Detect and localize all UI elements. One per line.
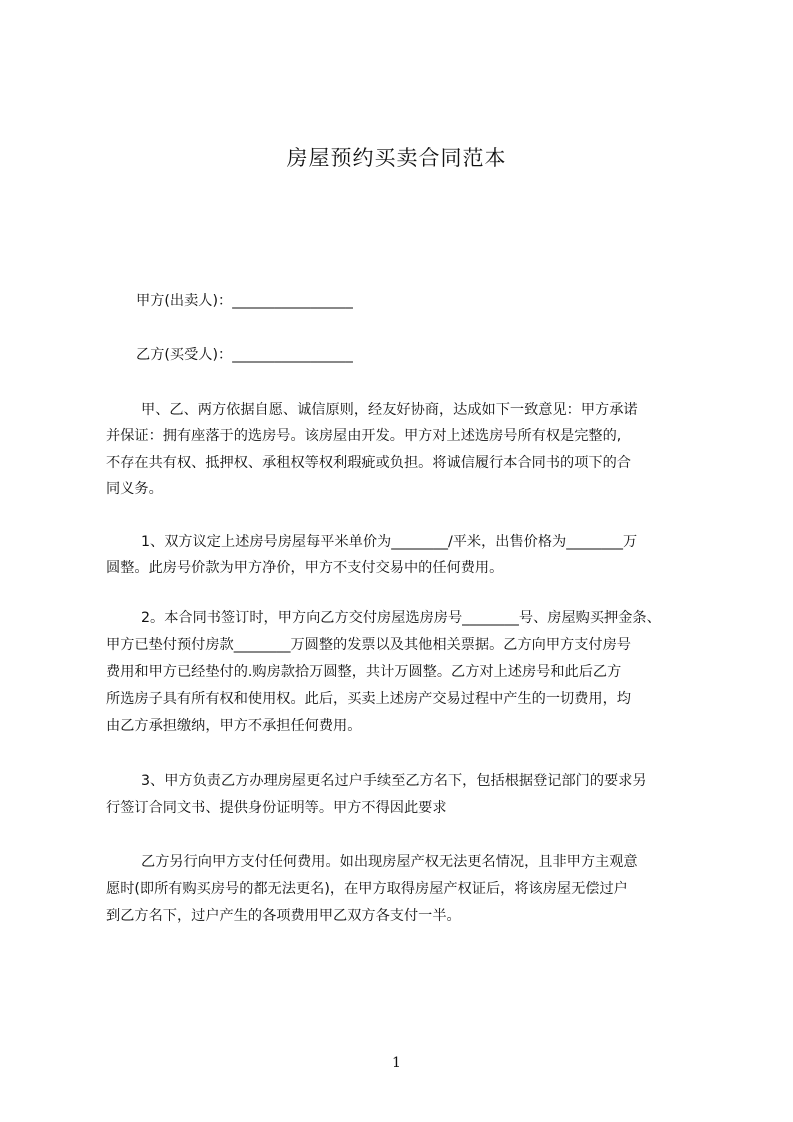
paragraph-line: 同义务。 xyxy=(106,481,163,497)
paragraph-line: 由乙方承担缴纳，甲方不承担任何费用。 xyxy=(106,718,362,734)
paragraph-line: 不存在共有权、抵押权、承租权等权利瑕疵或负担。将诚信履行本合同书的项下的合 xyxy=(106,455,631,471)
paragraph-line: 愿时(即所有购买房号的都无法更名)，在甲方取得房屋产权证后，将该房屋无偿过户 xyxy=(106,881,628,897)
paragraph-line: 圆整。此房号价款为甲方净价，甲方不支付交易中的任何费用。 xyxy=(106,560,504,576)
document-title: 房屋预约买卖合同范本 xyxy=(286,146,507,170)
paragraph-line: 甲方已垫付预付房款________万圆整的发票以及其他相关票据。乙方向甲方支付房号 xyxy=(106,637,631,653)
paragraph-line: 2。本合同书签订时，甲方向乙方交付房屋选房房号________号、房屋购买押金条、 xyxy=(141,610,661,626)
paragraph-line: 行签订合同文书、提供身份证明等。甲方不得因此要求 xyxy=(106,800,447,816)
paragraph-line: 甲、乙、两方依据自愿、诚信原则，经友好协商，达成如下一致意见：甲方承诺 xyxy=(141,402,638,418)
paragraph-line: 并保证：拥有座落于的选房号。该房屋由开发。甲方对上述选房号所有权是完整的, xyxy=(106,428,622,444)
party-b-line: 乙方(买受人)：_________________ xyxy=(136,347,353,363)
page-number: 1 xyxy=(392,1055,401,1071)
paragraph-line: 3、甲方负责乙方办理房屋更名过户手续至乙方名下，包括根据登记部门的要求另 xyxy=(141,773,647,789)
paragraph-line: 乙方另行向甲方支付任何费用。如出现房屋产权无法更名情况，且非甲方主观意 xyxy=(141,854,638,870)
party-a-line: 甲方(出卖人)：_________________ xyxy=(136,293,353,309)
paragraph-line: 1、双方议定上述房号房屋每平米单价为________/平米，出售价格为________万 xyxy=(141,534,638,550)
paragraph-line: 所选房子具有所有权和使用权。此后，买卖上述房产交易过程中产生的一切费用，均 xyxy=(106,691,631,707)
paragraph-line: 到乙方名下，过户产生的各项费用甲乙双方各支付一半。 xyxy=(106,908,461,924)
paragraph-line: 费用和甲方已经垫付的.购房款拾万圆整，共计万圆整。乙方对上述房号和此后乙方 xyxy=(106,664,622,680)
